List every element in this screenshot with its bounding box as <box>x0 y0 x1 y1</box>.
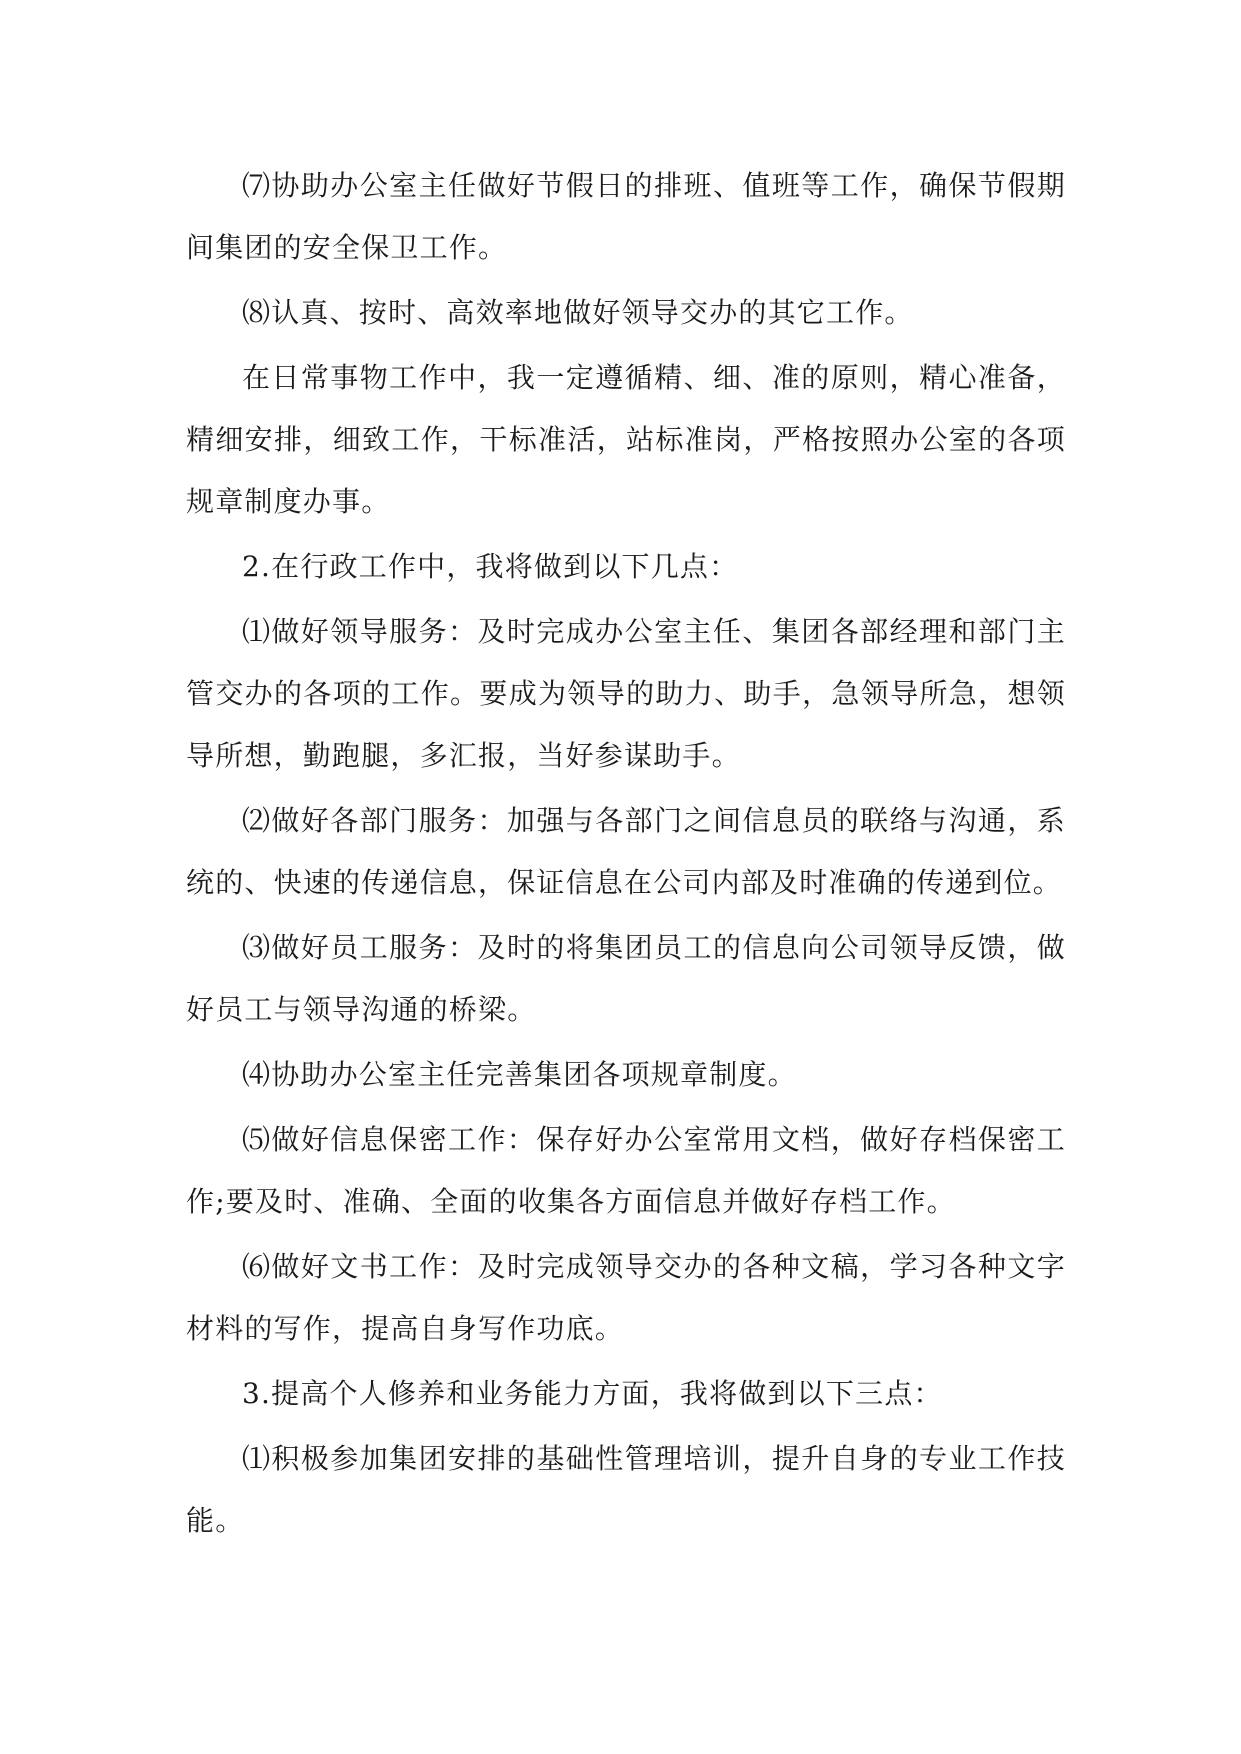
paragraph-document-work: ⑹做好文书工作：及时完成领导交办的各种文稿，学习各种文字材料的写作，提高自身写作功底。 <box>186 1250 1066 1345</box>
paragraph-daily-work-principle: 在日常事物工作中，我一定遵循精、细、准的原则，精心准备，精细安排，细致工作，干标准活，站标准岗，严格按照办公室的各项规章制度办事。 <box>186 361 1066 518</box>
document-body <box>186 155 1066 1552</box>
paragraph-management-training: ⑴积极参加集团安排的基础性管理培训，提升自身的专业工作技能。 <box>186 1442 1066 1537</box>
section-heading-personal-development: 3.提高个人修养和业务能力方面，我将做到以下三点： <box>242 1377 943 1410</box>
paragraph-department-service: ⑵做好各部门服务：加强与各部门之间信息员的联络与沟通，系统的、快速的传递信息，保证信息在公司内部及时准确的传递到位。 <box>186 804 1066 899</box>
paragraph-rules-improvement: ⑷协助办公室主任完善集团各项规章制度。 <box>242 1058 797 1091</box>
paragraph-employee-service: ⑶做好员工服务：及时的将集团员工的信息向公司领导反馈，做好员工与领导沟通的桥梁。 <box>186 931 1066 1026</box>
paragraph-information-confidentiality: ⑸做好信息保密工作：保存好办公室常用文档，做好存档保密工作;要及时、准确、全面的收集各方面信息并做好存档工作。 <box>186 1123 1066 1218</box>
paragraph-leader-service: ⑴做好领导服务：及时完成办公室主任、集团各部经理和部门主管交办的各项的工作。要成为领导的助力、助手，急领导所急，想领导所想，勤跑腿，多汇报，当好参谋助手。 <box>186 615 1066 772</box>
section-heading-administrative-work: 2.在行政工作中，我将做到以下几点： <box>242 550 739 583</box>
paragraph-duty-7: ⑺协助办公室主任做好节假日的排班、值班等工作，确保节假期间集团的安全保卫工作。 <box>186 169 1066 264</box>
paragraph-duty-8: ⑻认真、按时、高效率地做好领导交办的其它工作。 <box>242 296 914 329</box>
